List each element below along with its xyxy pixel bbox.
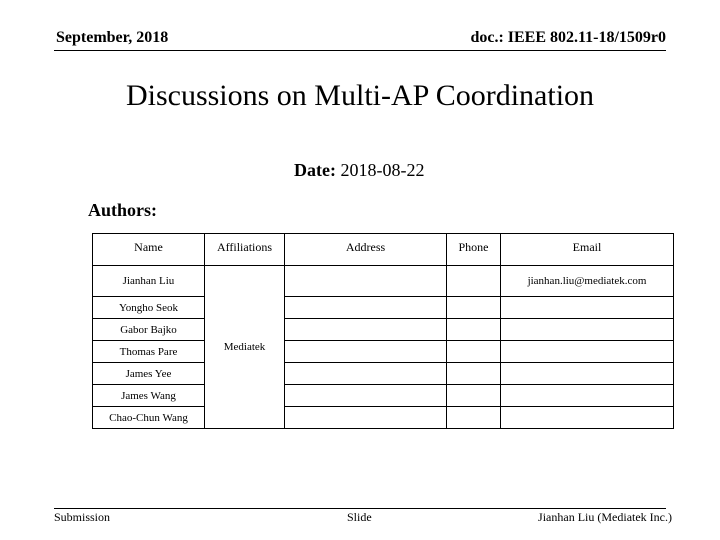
author-name: Thomas Pare bbox=[93, 341, 205, 363]
table-row bbox=[93, 266, 674, 297]
author-email bbox=[501, 385, 674, 407]
header-doc-id: doc.: IEEE 802.11-18/1509r0 bbox=[470, 29, 666, 46]
footer-author: Jianhan Liu (Mediatek Inc.) bbox=[538, 510, 672, 524]
author-address bbox=[285, 363, 447, 385]
author-name: Gabor Bajko bbox=[93, 319, 205, 341]
col-header-affiliations: Affiliations bbox=[205, 234, 285, 266]
footer-slide: Slide bbox=[347, 510, 372, 524]
table-row bbox=[93, 407, 674, 429]
author-phone bbox=[447, 341, 501, 363]
header-date: September, 2018 bbox=[56, 29, 169, 46]
author-phone bbox=[447, 407, 501, 429]
author-address bbox=[285, 407, 447, 429]
authors-table bbox=[92, 233, 674, 429]
header-divider bbox=[54, 50, 666, 51]
author-name: James Wang bbox=[93, 385, 205, 407]
author-affiliation: Mediatek bbox=[205, 266, 285, 429]
table-row bbox=[93, 319, 674, 341]
table-row bbox=[93, 385, 674, 407]
author-address bbox=[285, 341, 447, 363]
date-line bbox=[294, 160, 424, 181]
date-label: Date: bbox=[294, 160, 336, 180]
author-phone bbox=[447, 385, 501, 407]
author-name: Jianhan Liu bbox=[93, 266, 205, 297]
author-email: jianhan.liu@mediatek.com bbox=[501, 266, 674, 297]
author-name: Yongho Seok bbox=[93, 297, 205, 319]
slide-title: Discussions on Multi-AP Coordination bbox=[125, 79, 595, 112]
col-header-email: Email bbox=[501, 234, 674, 266]
table-header-row bbox=[93, 234, 674, 266]
table-row bbox=[93, 341, 674, 363]
author-phone bbox=[447, 266, 501, 297]
author-email bbox=[501, 341, 674, 363]
table-row bbox=[93, 363, 674, 385]
author-phone bbox=[447, 319, 501, 341]
author-email bbox=[501, 319, 674, 341]
author-address bbox=[285, 319, 447, 341]
author-name: James Yee bbox=[93, 363, 205, 385]
authors-label: Authors: bbox=[88, 200, 158, 220]
table-row bbox=[93, 297, 674, 319]
author-email bbox=[501, 407, 674, 429]
author-address bbox=[285, 297, 447, 319]
date-value: 2018-08-22 bbox=[340, 160, 425, 180]
author-phone bbox=[447, 363, 501, 385]
footer-divider bbox=[54, 508, 666, 509]
footer-submission: Submission bbox=[54, 510, 111, 524]
col-header-address: Address bbox=[285, 234, 447, 266]
author-email bbox=[501, 297, 674, 319]
col-header-name: Name bbox=[93, 234, 205, 266]
author-phone bbox=[447, 297, 501, 319]
author-address bbox=[285, 385, 447, 407]
author-name: Chao-Chun Wang bbox=[93, 407, 205, 429]
author-address bbox=[285, 266, 447, 297]
author-email bbox=[501, 363, 674, 385]
col-header-phone: Phone bbox=[447, 234, 501, 266]
